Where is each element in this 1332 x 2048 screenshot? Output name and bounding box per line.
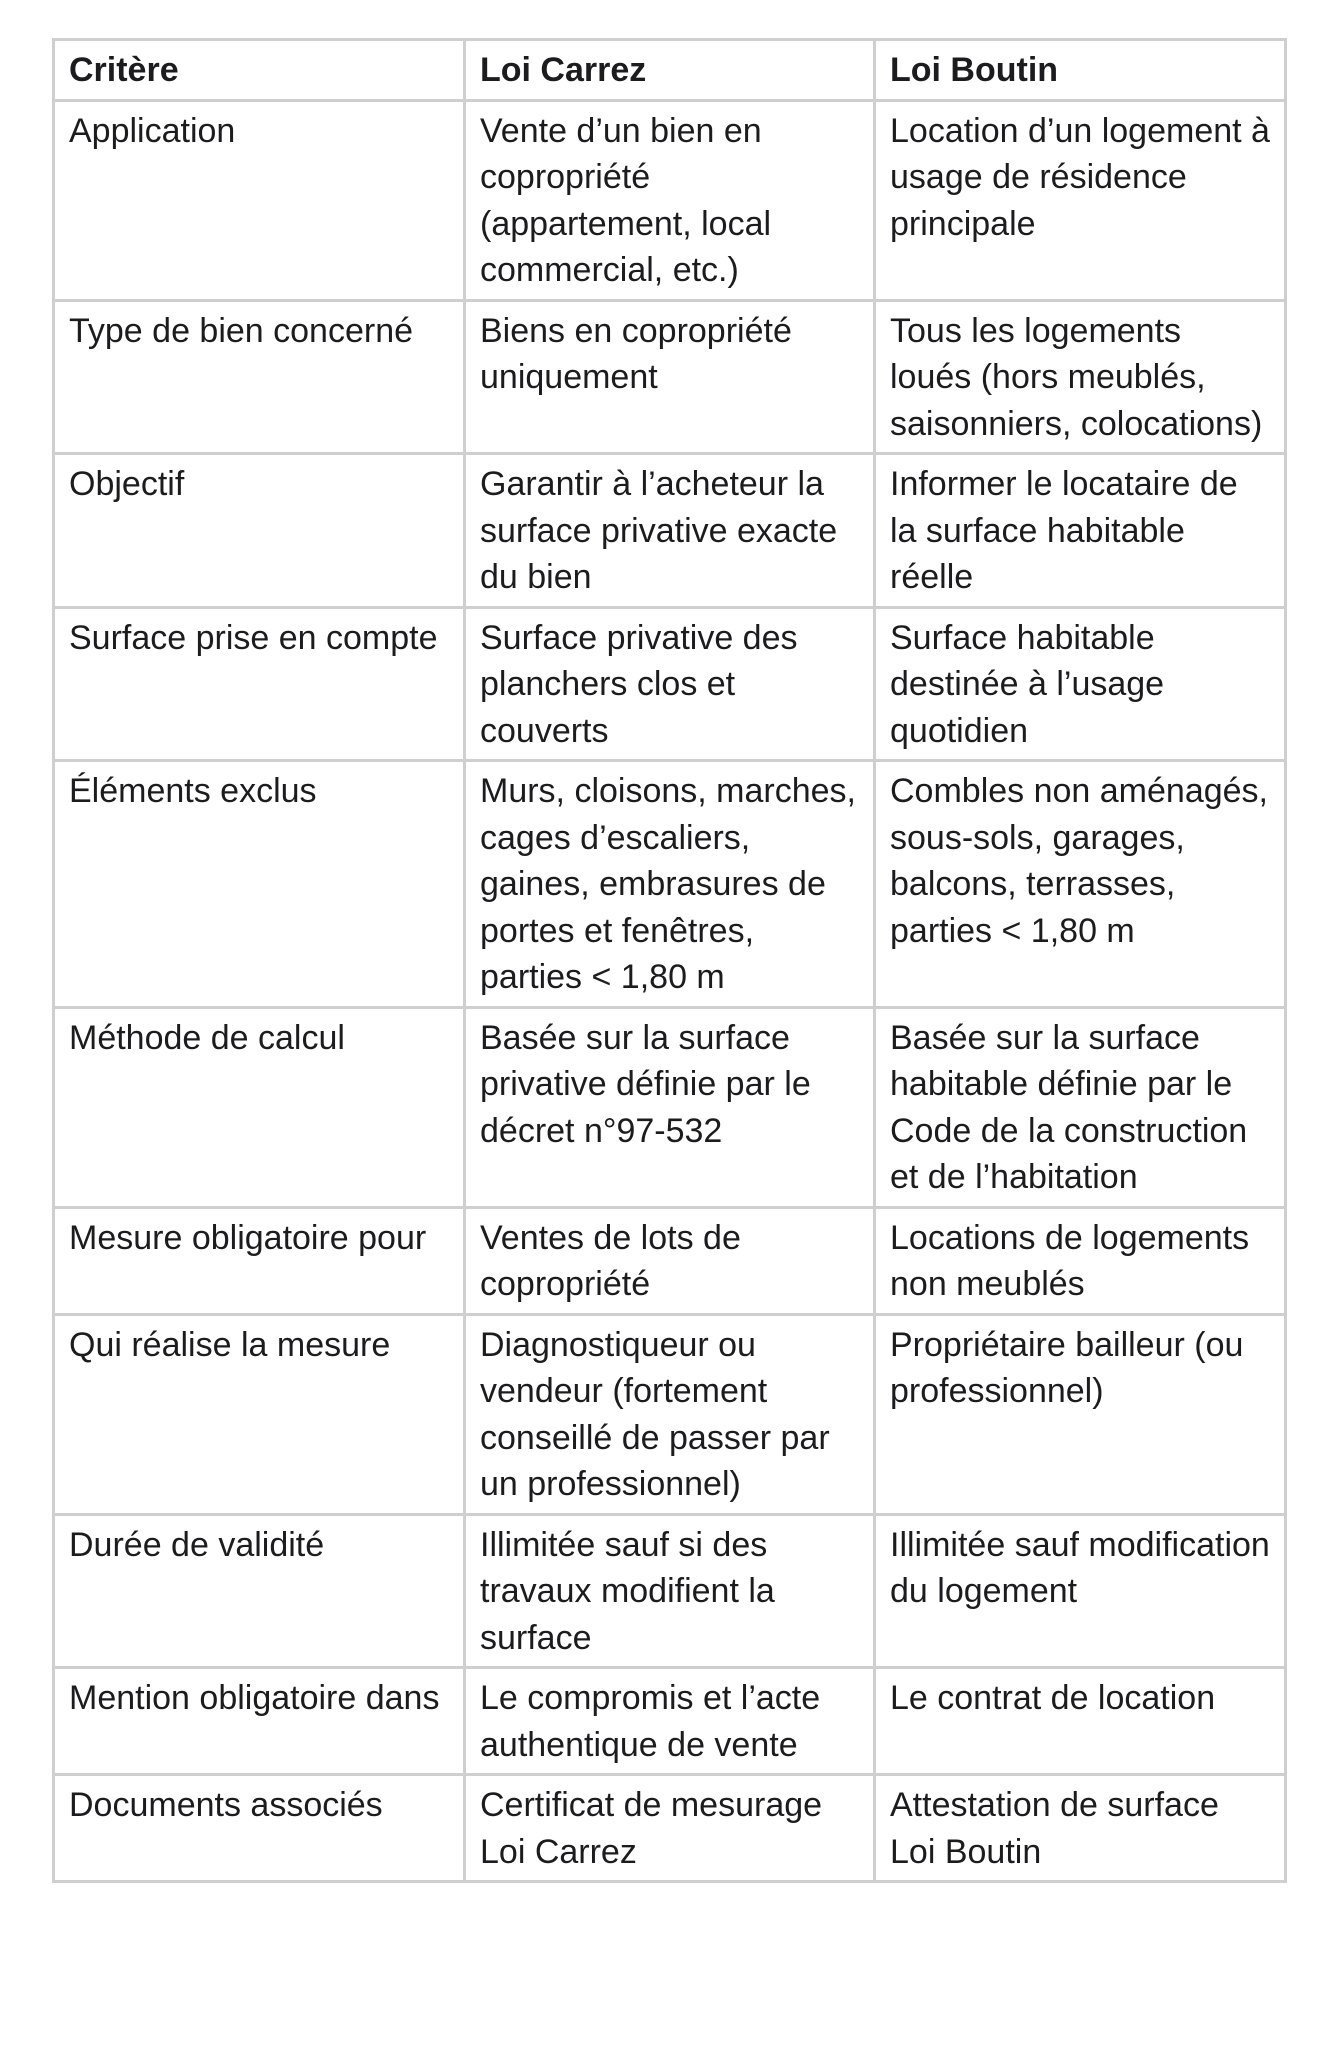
cell-loi-carrez: Ventes de lots de copropriété xyxy=(465,1207,875,1314)
cell-loi-boutin: Locations de logements non meublés xyxy=(875,1207,1286,1314)
cell-loi-boutin: Basée sur la surface habitable définie par le Code de la construction et de l’habitation xyxy=(875,1007,1286,1207)
table-row xyxy=(54,1775,1286,1882)
header-critere: Critère xyxy=(54,40,465,101)
table-row xyxy=(54,1668,1286,1775)
cell-loi-carrez: Vente d’un bien en copropriété (appartement, local commercial, etc.) xyxy=(465,100,875,300)
comparison-table xyxy=(52,38,1287,1883)
cell-critere: Documents associés xyxy=(54,1775,465,1882)
table-row xyxy=(54,1207,1286,1314)
cell-loi-boutin: Informer le locataire de la surface habitable réelle xyxy=(875,454,1286,608)
cell-loi-boutin: Tous les logements loués (hors meublés, saisonniers, colocations) xyxy=(875,300,1286,454)
table-row xyxy=(54,300,1286,454)
cell-critere: Qui réalise la mesure xyxy=(54,1314,465,1514)
cell-loi-carrez: Garantir à l’acheteur la surface privative exacte du bien xyxy=(465,454,875,608)
header-loi-carrez: Loi Carrez xyxy=(465,40,875,101)
table-body xyxy=(54,100,1286,1882)
table-header xyxy=(54,40,1286,101)
cell-loi-boutin: Propriétaire bailleur (ou professionnel) xyxy=(875,1314,1286,1514)
cell-loi-boutin: Attestation de surface Loi Boutin xyxy=(875,1775,1286,1882)
cell-critere: Surface prise en compte xyxy=(54,607,465,761)
cell-critere: Objectif xyxy=(54,454,465,608)
cell-loi-carrez: Basée sur la surface privative définie par le décret n°97-532 xyxy=(465,1007,875,1207)
cell-loi-carrez: Surface privative des planchers clos et couverts xyxy=(465,607,875,761)
cell-critere: Mention obligatoire dans xyxy=(54,1668,465,1775)
cell-critere: Durée de validité xyxy=(54,1514,465,1668)
cell-loi-boutin: Surface habitable destinée à l’usage quotidien xyxy=(875,607,1286,761)
cell-loi-carrez: Illimitée sauf si des travaux modifient la surface xyxy=(465,1514,875,1668)
cell-critere: Type de bien concerné xyxy=(54,300,465,454)
table-row xyxy=(54,1007,1286,1207)
cell-loi-carrez: Certificat de mesurage Loi Carrez xyxy=(465,1775,875,1882)
table-row xyxy=(54,1514,1286,1668)
cell-loi-carrez: Diagnostiqueur ou vendeur (fortement conseillé de passer par un professionnel) xyxy=(465,1314,875,1514)
cell-loi-carrez: Biens en copropriété uniquement xyxy=(465,300,875,454)
cell-loi-carrez: Le compromis et l’acte authentique de vente xyxy=(465,1668,875,1775)
cell-loi-boutin: Location d’un logement à usage de résidence principale xyxy=(875,100,1286,300)
table-row xyxy=(54,454,1286,608)
header-row xyxy=(54,40,1286,101)
cell-loi-boutin: Le contrat de location xyxy=(875,1668,1286,1775)
cell-critere: Mesure obligatoire pour xyxy=(54,1207,465,1314)
header-loi-boutin: Loi Boutin xyxy=(875,40,1286,101)
cell-loi-carrez: Murs, cloisons, marches, cages d’escaliers, gaines, embrasures de portes et fenêtres, parties < 1,80 m xyxy=(465,761,875,1008)
table-row xyxy=(54,761,1286,1008)
cell-critere: Application xyxy=(54,100,465,300)
table-row xyxy=(54,1314,1286,1514)
table-row xyxy=(54,607,1286,761)
cell-critere: Méthode de calcul xyxy=(54,1007,465,1207)
cell-loi-boutin: Combles non aménagés, sous-sols, garages, balcons, terrasses, parties < 1,80 m xyxy=(875,761,1286,1008)
table-row xyxy=(54,100,1286,300)
cell-critere: Éléments exclus xyxy=(54,761,465,1008)
cell-loi-boutin: Illimitée sauf modification du logement xyxy=(875,1514,1286,1668)
